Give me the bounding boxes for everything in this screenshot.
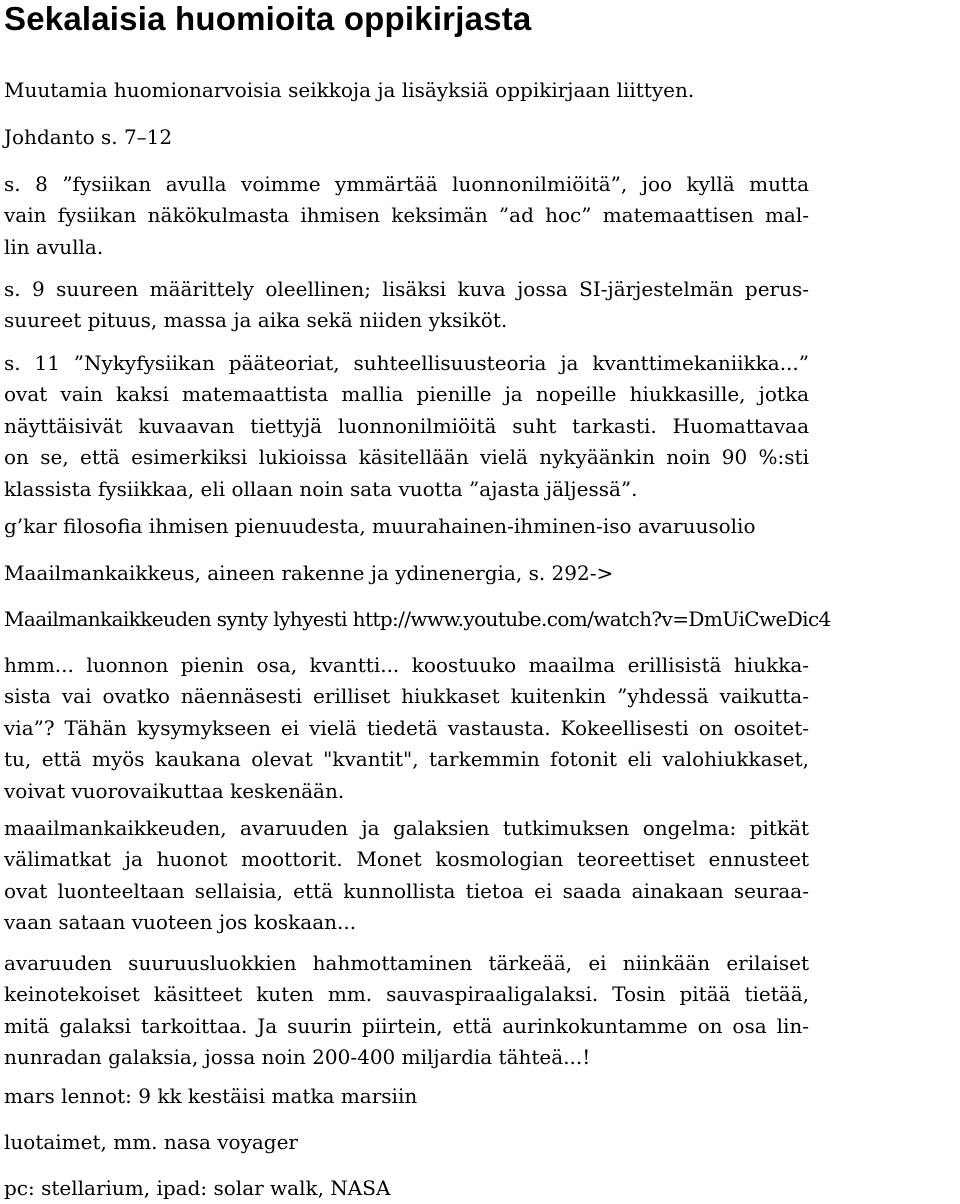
text-line: s. 9 suureen määrittely oleellinen; lisäksi kuva jossa SI-järjestelmän perus- (4, 277, 809, 301)
text-line: on se, että esimerkiksi lukioissa käsitellään vielä nykyäänkin noin 90 %:sti (4, 445, 809, 470)
text-line: s. 8 ”fysiikan avulla voimme ymmärtää luonnonilmiöitä”, joo kyllä mutta (4, 172, 809, 196)
paragraph-kvantti (4, 650, 809, 807)
intro-paragraph: Muutamia huomionarvoisia seikkoja ja lisäyksiä oppikirjaan liittyen. (4, 78, 695, 102)
paragraph-mars: mars lennot: 9 kk kestäisi matka marsiin (4, 1084, 418, 1108)
text-line: mitä galaksi tarkoittaa. Ja suurin piirtein, että aurinkokuntamme on osa lin- (4, 1013, 809, 1038)
text-line: s. 11 ”Nykyfysiikan pääteoriat, suhteellisuusteoria ja kvanttimekaniikka...” (4, 351, 809, 375)
text-line: nunradan galaksia, jossa noin 200-400 miljardia tähteä...! (4, 1045, 591, 1070)
text-line: hmm... luonnon pienin osa, kvantti... koostuuko maailma erillisistä hiukka- (4, 653, 809, 677)
text-line: näyttäisivät kuvaavan tiettyjä luonnonilmiöitä suht tarkasti. Huomattavaa (4, 413, 809, 438)
paragraph-s9 (4, 274, 809, 337)
text-line: keinotekoiset käsitteet kuten mm. sauvaspiraaligalaksi. Tosin pitää tietää, (4, 982, 809, 1007)
text-line: suureet pituus, massa ja aika sekä niiden yksiköt. (4, 308, 508, 333)
text-line: ovat luonteeltaan sellaisia, että kunnollista tietoa ei saada ainakaan seuraa- (4, 878, 809, 903)
text-line: avaruuden suuruusluokkien hahmottaminen tärkeää, ei niinkään erilaiset (4, 951, 809, 975)
paragraph-s8 (4, 169, 809, 263)
text-line: vain fysiikan näkökulmasta ihmisen keksimän ”ad hoc” matemaattisen mal- (4, 203, 809, 228)
paragraph-s11 (4, 348, 809, 505)
text-line: klassista fysiikkaa, eli ollaan noin sata vuotta ”ajasta jäljessä”. (4, 476, 638, 501)
text-line: sista vai ovatko näennäsesti erilliset hiukkaset kuitenkin ”yhdessä vaikutta- (4, 684, 809, 709)
text-line: maailmankaikkeuden, avaruuden ja galaksien tutkimuksen ongelma: pitkät (4, 816, 809, 840)
paragraph-suuruusluokat (4, 948, 809, 1074)
text-line: vaan sataan vuoteen jos koskaan... (4, 910, 357, 935)
text-line: voivat vuorovaikuttaa keskenään. (4, 778, 345, 803)
paragraph-gkar: g’kar filosofia ihmisen pienuudesta, muurahainen-ihminen-iso avaruusolio (4, 514, 756, 538)
section-heading: Johdanto s. 7–12 (4, 125, 173, 149)
text-line: lin avulla. (4, 234, 104, 259)
text-line: via”? Tähän kysymykseen ei vielä tiedetä vastausta. Kokeellisesti on osoitet- (4, 715, 809, 740)
paragraph-synty-link: Maailmankaikkeuden synty lyhyesti http://www.youtube.com/watch?v=DmUiCweDic4 (4, 607, 831, 631)
paragraph-ohjelmat: pc: stellarium, ipad: solar walk, NASA (4, 1176, 391, 1200)
paragraph-maailmankaikkeus: Maailmankaikkeus, aineen rakenne ja ydinenergia, s. 292-> (4, 561, 614, 585)
paragraph-luotaimet: luotaimet, mm. nasa voyager (4, 1130, 298, 1154)
text-line: tu, että myös kaukana olevat "kvantit", tarkemmin fotonit eli valohiukkaset, (4, 747, 809, 772)
page-title: Sekalaisia huomioita oppikirjasta (4, 0, 532, 37)
text-line: ovat vain kaksi matemaattista mallia pienille ja nopeille hiukkasille, jotka (4, 382, 809, 407)
paragraph-tutkimus (4, 813, 809, 939)
text-line: välimatkat ja huonot moottorit. Monet kosmologian teoreettiset ennusteet (4, 847, 809, 872)
